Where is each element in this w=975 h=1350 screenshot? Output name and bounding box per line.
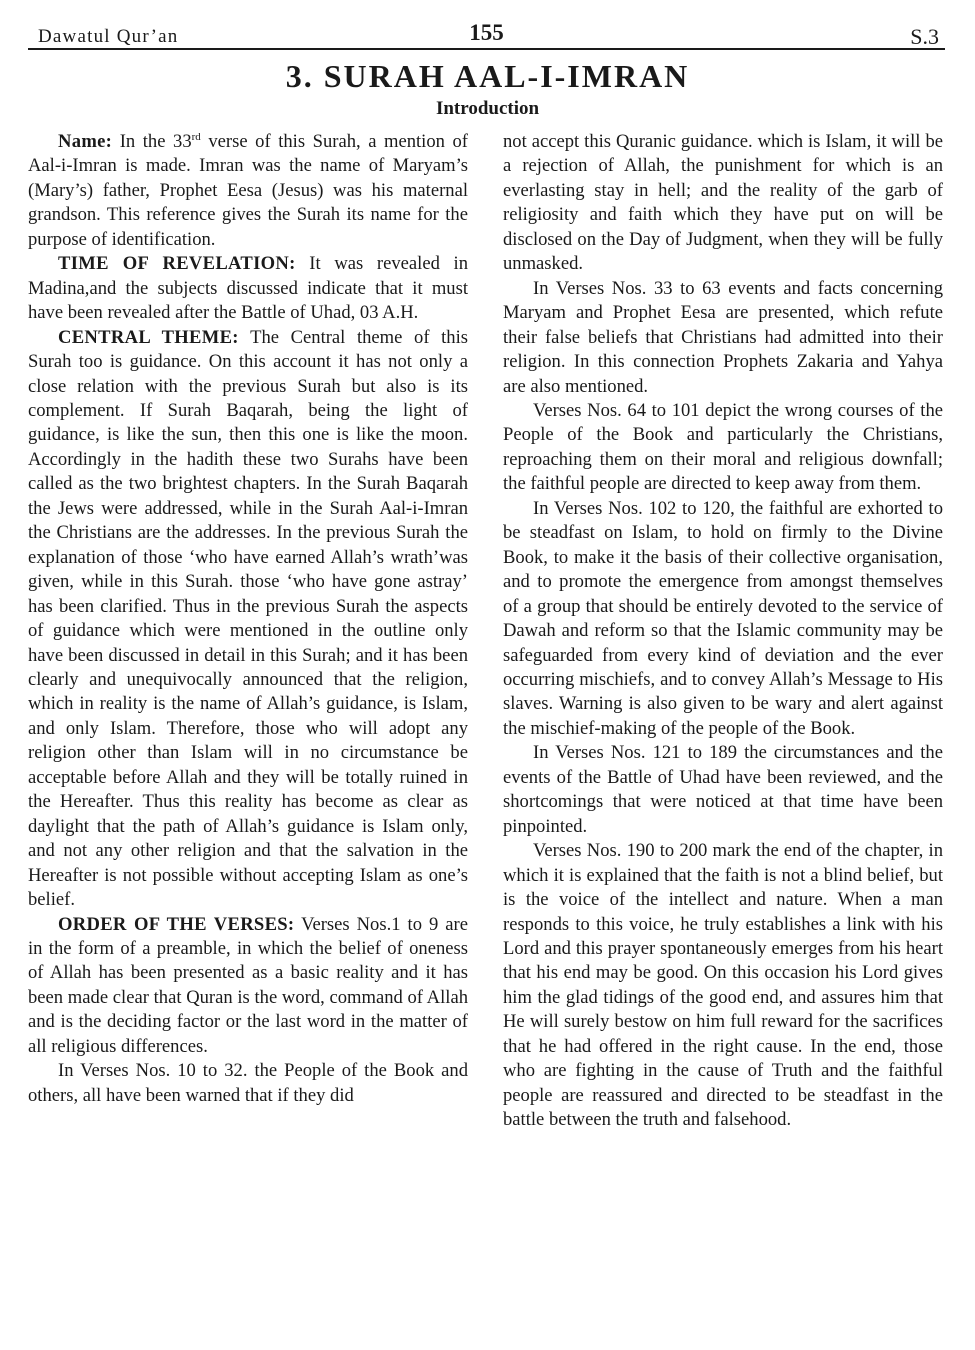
page-number: 155	[469, 20, 504, 45]
book-title: Dawatul Qur’an	[38, 26, 179, 47]
surah-code: S.3	[910, 24, 939, 49]
paragraph-verses-33-63: In Verses Nos. 33 to 63 events and facts concerning Maryam and Prophet Eesa are presented, which refute their false beliefs that Christians had admitted into their religion. In this connection Prophets Zakaria and Yahya are also mentioned.	[503, 277, 943, 397]
paragraph-verses-121-189: In Verses Nos. 121 to 189 the circumstances and the events of the Battle of Uhad have been reviewed, and the shortcomings that were noticed at that time have been pinpointed.	[503, 742, 943, 837]
revelation-text: It was revealed in Madina,and the subjects discussed indicate that it must have been revealed after the Battle of Uhad, 03 A.H.	[28, 253, 469, 324]
paragraph-verses-64-101: Verses Nos. 64 to 101 depict the wrong courses of the People of the Book and particularly the Christians, reproaching them on their moral and religious downfall; the faithful people are directed to keep away from them.	[503, 399, 943, 495]
ordinal-superscript: rd	[191, 131, 201, 143]
paragraph-verses-102-120: In Verses Nos. 102 to 120, the faithful are exhorted to be steadfast on Islam, to hold on firmly to the Divine Book, to make it the basis of their collective organisation, and to promote the emergence from amongst themselves of a group that should be entirely devoted to the service of Dawah and reform so that the Islamic community may be safeguarded from every kind of deviation and the ever occurring mischiefs, and to convey Allah’s Message to His slaves. Warning is also given to be wary and alert against the mischief-making of the people of the Book.	[503, 497, 943, 739]
theme-text: The Central theme of this Surah too is guidance. On this account it has not only a close relation with the previous Surah but also is its complement. If Surah Baqarah, being the light of guidance, is like the sun, then this one is like the moon. Accordingly in the hadith these two Surahs have been called as the two brightest chapters. In the Surah Baqarah the Jews were addressed, while in the Surah Aal-i-Imran the Christians are the addresses. In the previous Surah the explanation of those ‘who have earned Allah’s wrath’was given, while in this Surah. those ‘who have gone astray’ has been clarified. Thus in the previous Surah the aspects of guidance which were mentioned in the outline only have been discussed in detail in this Surah; and it has been clearly and unequivocally announced that the religion, which in reality is the name of Allah’s guidance, is Islam, and only Islam. Therefore, those who will adopt any religion other than Islam will in no circumstance be acceptable before Allah and they will be totally ruined in the Hereafter. Thus this reality has become as clear as daylight that the path of Allah’s guidance is Islam only, and not any other religion and that the salvation in the Hereafter is not possible without accepting Islam as one’s belief.	[28, 326, 468, 911]
surah-title: 3. SURAH AAL-I-IMRAN	[285, 58, 690, 94]
name-text-pre: In the 33	[112, 131, 192, 152]
order-lead: ORDER OF THE VERSES:	[58, 913, 295, 935]
right-column	[503, 130, 943, 1133]
name-text-post: verse of this Surah, a mention of Aal-i-Imran is made. Imran was the name of Maryam’s (Mary’s) father, Prophet Eesa (Jesus) was his maternal grandson. This reference gives the Surah its name for the purpose of identification.	[28, 131, 468, 250]
paragraph-central-theme	[28, 326, 468, 913]
running-header	[28, 22, 945, 48]
header-rule	[28, 48, 945, 50]
theme-lead: CENTRAL THEME:	[58, 326, 239, 348]
section-subtitle: Introduction	[435, 98, 540, 119]
left-column	[28, 130, 468, 1108]
paragraph-continuation: not accept this Quranic guidance. which is Islam, it will be a rejection of Allah, the punishment for which is an everlasting stay in hell; and the reality of the garb of religiosity and faith which they have put on will be disclosed on the Day of Judgment, when they will be fully unmasked.	[503, 131, 943, 275]
paragraph-time-of-revelation	[28, 252, 468, 325]
paragraph-verses-190-200: Verses Nos. 190 to 200 mark the end of the chapter, in which it is explained that the faith is not a blind belief, but is the voice of the intellect and nature. When a man responds to this voice, he truly establishes a link with his Lord and this prayer spontaneously emerges from his heart that his end may be good. On this occasion his Lord gives him the glad tidings of the good end, and assures him that He will surely bestow on him full reward for the sacrifices that he had offered in the right cause. In the end, those who are fighting in the cause of Truth and the faithful people are reassured and directed to be steadfast in the battle between the truth and falsehood.	[503, 840, 943, 1131]
paragraph-name	[28, 130, 468, 252]
revelation-lead: TIME OF REVELATION:	[58, 253, 296, 275]
paragraph-order-of-verses	[28, 913, 468, 1060]
order-text: Verses Nos.1 to 9 are in the form of a preamble, in which the belief of oneness of Allah has been presented as a basic reality and it has been made clear that Quran is the word, command of Allah and is the deciding factor or the last word in the matter of all religious differences.	[28, 913, 468, 1057]
paragraph-verses-10-32: In Verses Nos. 10 to 32. the People of the Book and others, all have been warned that if they did	[28, 1060, 468, 1106]
name-lead: Name:	[58, 131, 113, 152]
